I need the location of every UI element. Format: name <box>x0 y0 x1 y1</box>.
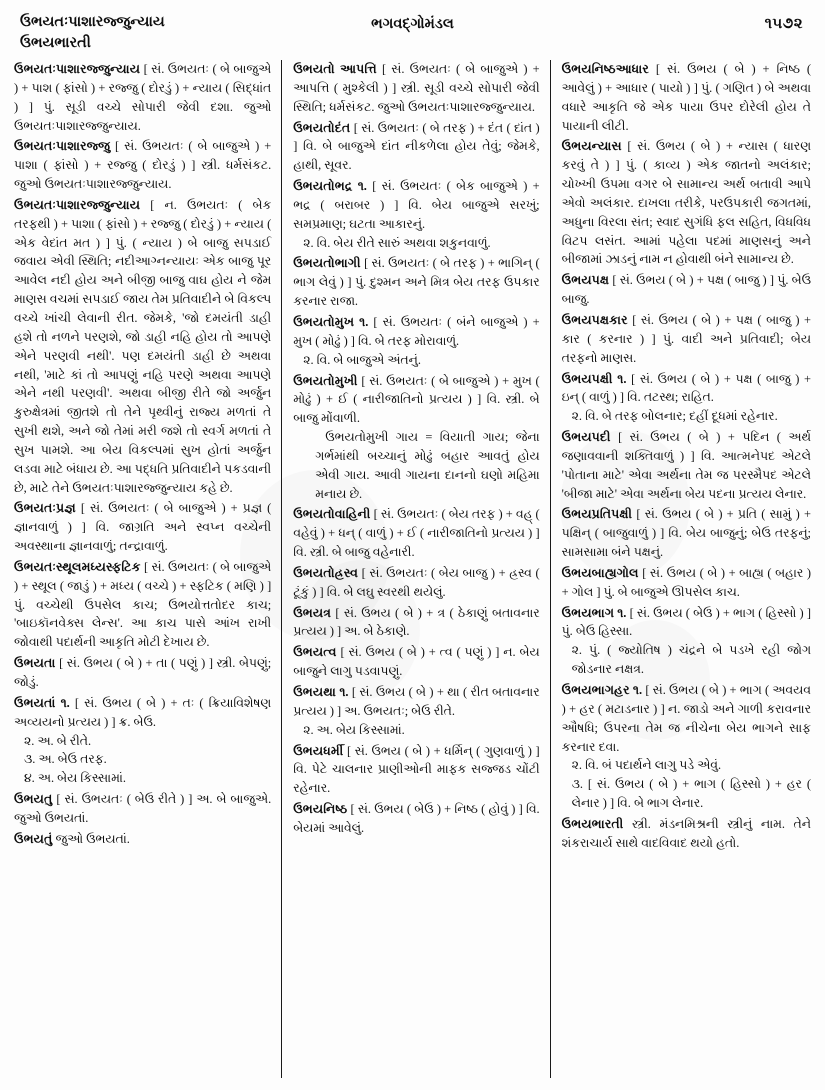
dictionary-entry <box>562 505 811 562</box>
entry-definition-block <box>293 505 539 562</box>
entry-headword: ઉભયતાં <box>14 695 56 710</box>
entry-headword: ઉભયબાહ્યગોલ <box>561 565 639 580</box>
entry-additional-sense: ૨. પું. ( જ્યોતિષ ) ચંદ્રને બે પડખે રહી જોગ જોડનાર નક્ષત્ર. <box>571 643 811 677</box>
entry-body-text: [ સં. ઉભયતઃ ( બેઉ રીતે ) ] અ. બે બાજુએ. જુઓ ઉભયતાં. <box>14 792 272 825</box>
entry-definition-block <box>14 196 271 498</box>
entry-body-text: [ સં. ઉભયતઃ ( બે તરફ ) + દંત ( દાંત ) ] વિ. બે બાજુએ દાંત નીકળેલા હોય તેવું; જેમકે, હાથી, સૂવર. <box>293 120 540 173</box>
dictionary-entry <box>562 271 811 309</box>
entry-headword: ઉભયન્યાસ <box>561 139 622 154</box>
entry-body-text: [ સં. ઉભય ( બે ) + ત્ર ( ઠેકાણું બતાવનાર પ્રત્યય ) ] અ. બે ઠેકાણે. <box>293 605 540 639</box>
entry-headword: ઉભયતઃપાશારજ્જુન્યાય <box>14 62 141 76</box>
column-3 <box>551 60 811 1078</box>
entry-headword: ઉભયધર્મી <box>293 743 344 758</box>
running-head <box>14 12 811 58</box>
entry-headword: ઉભયતોહ્રસ્વ <box>293 565 359 580</box>
entry-definition-block <box>293 643 539 681</box>
entry-headword: ઉભયતોમુખી <box>293 373 358 388</box>
entry-definition-block <box>293 254 539 311</box>
entry-sense-number: ૧. <box>612 371 627 386</box>
entry-body-text: [ સં. ઉભય ( બે ) + ધર્મિન્ ( ગુણવાળું ) ] વિ. પેટે ચાલનાર પ્રાણીઓની માફક સજ્જડ ચોંટી રહેનાર. <box>293 743 540 796</box>
dictionary-entry <box>562 60 811 135</box>
dictionary-entry <box>293 643 539 681</box>
entry-body-text: સ્ત્રી. મંડનમિશ્રની સ્ત્રીનું નામ. તેને શંકરાચાર્ય સાથે વાદવિવાદ થયો હતો. <box>561 816 811 850</box>
entry-body-text: [ સં. ઉભય ( બે ) + તા ( પણું ) ] સ્ત્રી. બેપણું; જોડું. <box>14 656 272 689</box>
dictionary-entry <box>14 137 271 194</box>
dictionary-entry <box>14 790 271 828</box>
entry-body-text: [ સં. ઉભય ( બે ) + નિષ્ઠ ( આવેલું ) + આધાર ( પાયો ) ] પું. ( ગણિત ) બે અથવા વધારે આકૃતિ જે એક પાયા ઉપર દોરેલી હોય તે પાયાની લીટી. <box>561 62 811 133</box>
entry-body-text: [ સં. ઉભય ( બે ) + પ્રતિ ( સામું ) + પક્ષિન્ ( બાજુવાળું ) ] વિ. બેય બાજુનું; બેઉ તરફનું; સામસામા બંને પક્ષનું. <box>561 507 811 560</box>
dictionary-entry <box>14 694 271 788</box>
entry-body-text: [ સં. ઉભયતઃ ( બેય તરફ ) + વહ્ ( વહેવું ) + ધન્ ( વાળું ) + ઈ ( નારીજાતિનો પ્રત્યય ) ] વિ. સ્ત્રી. બે બાજુ વહેનારી. <box>293 507 540 560</box>
entry-headword: ઉભયપ્રતિપક્ષી <box>561 507 633 522</box>
entry-definition-block <box>562 505 811 562</box>
entry-sense-number: ૧. <box>629 683 643 697</box>
entry-headword: ઉભયથા <box>293 685 336 699</box>
entry-definition-block <box>293 800 539 838</box>
entry-headword: ઉભયપદી <box>561 430 611 445</box>
entry-definition-block <box>293 604 539 642</box>
column-1 <box>14 60 281 1078</box>
entry-body-text: જુઓ ઉભયતાં. <box>52 831 130 846</box>
entry-definition-block <box>562 815 811 853</box>
dictionary-entry <box>14 499 271 556</box>
entry-headword: ઉભયતઃસ્થૂલમધ્યસ્ફટિક <box>14 559 141 574</box>
entry-definition-block <box>14 654 271 692</box>
dictionary-entry <box>14 654 271 692</box>
entry-body-text: [ સં. ઉભય ( બે ) + પક્ષ ( બાજુ ) ] પું. બેઉ બાજુ. <box>561 273 811 307</box>
dictionary-entry <box>293 60 539 117</box>
entry-headword: ઉભયતોવાહિની <box>293 507 371 522</box>
entry-definition-block <box>293 683 539 721</box>
entry-headword: ઉભયતોમુખ <box>293 314 355 329</box>
dictionary-entry <box>562 428 811 503</box>
entry-definition-block <box>14 499 271 556</box>
entry-definition-block <box>14 558 271 652</box>
entry-additional-sense: ૨. અ. બે રીતે. <box>24 733 92 748</box>
entry-definition-block <box>562 604 811 642</box>
dictionary-entry <box>562 564 811 602</box>
running-head-last-entry: ઉભયભારતી <box>20 35 91 52</box>
dictionary-entry <box>562 370 811 427</box>
entry-definition-block <box>293 742 539 799</box>
entry-headword: ઉભયત્વ <box>293 645 337 660</box>
entry-body-text: [ સં. ઉભયતઃ ( બે તરફ ) + ભાગિન્ ( ભાગ લેવું ) ] પું. દુશ્મન અને મિત્ર બેય તરફ ઉપકાર કરનાર રાજા. <box>293 256 540 309</box>
entry-body-text: [ સં. ઉભય ( બે ) + ભાગ ( અવયવ ) + હર ( મટાડનાર ) ] ન. જાડો અને ગાળી કરાવનાર ઔષધિ; ઉપરના તેમ જ નીચેના બેય ભાગને સાફ કરનાર દવા. <box>561 683 811 754</box>
entry-headword: ઉભયતુ <box>14 792 53 807</box>
entry-additional-sense: ૪. અ. બેય કિસ્સામાં. <box>24 771 126 786</box>
entry-body-text: [ સં. ઉભયતઃ ( બેક બાજુએ ) + ભદ્ર ( બરાબર ) ] વિ. બેય બાજુએ સરખું; સમપ્રમાણ; ઘટતા આકારનું. <box>293 179 540 231</box>
dictionary-entry <box>293 372 539 504</box>
entry-sense-number: ૧. <box>55 695 70 710</box>
dictionary-entry <box>562 311 811 368</box>
entry-body-text: [ સં. ઉભયતઃ ( બેય બાજુ ) + હ્રસ્વ ( ટૂંકું ) ] વિ. બે લઘુ સ્વરથી થયેલું. <box>293 565 540 599</box>
running-head-first-entry: ઉભયતઃપાશારજ્જુન્યાય <box>20 14 165 30</box>
entry-additional-sense: ૩. [ સં. ઉભય ( બે ) + ભાગ ( હિસ્સો ) + હર ( લેનાર ) ] વિ. બે ભાગ લેનાર. <box>571 777 811 811</box>
entry-additional-sense: ૩. અ. બેઉ તરફ. <box>24 752 107 767</box>
entry-body-text: [ સં. ઉભય ( બે ) + બાહ્ય ( બહાર ) + ગોલ ] પું. બે બાજુએ ઊપસેલ કાચ. <box>561 565 811 599</box>
entry-sense-number: ૧. <box>336 685 349 699</box>
entry-headword: ઉભયતઃપાશારજ્જુન્યાય <box>14 197 141 212</box>
entry-headword: ઉભયતઃપાશારજ્જુ <box>14 139 110 154</box>
entry-headword: ઉભયપક્ષ <box>561 273 610 288</box>
entry-sense-number: ૧. <box>354 314 369 329</box>
entry-headword: ઉભયતા <box>14 656 56 671</box>
dictionary-entry <box>293 177 539 252</box>
entry-headword: ઉભયતોદંત <box>293 120 351 135</box>
dictionary-entry <box>562 815 811 853</box>
entry-body-text: [ સં. ઉભય ( બે ) + થા ( રીત બતાવનાર પ્રત્યય ) ] અ. ઉભયતઃ; બેઉ રીતે. <box>293 685 540 718</box>
dictionary-entry <box>293 119 539 176</box>
entry-sense-number: ૧. <box>614 605 627 620</box>
entry-additional-sense: ૨. વિ. બેય રીતે સારું અથવા શકુનવાળું. <box>303 235 491 250</box>
dictionary-entry <box>562 681 811 813</box>
entry-definition-block <box>562 370 811 408</box>
entry-body-text: [ સં. ઉભયતઃ ( બે બાજુએ ) + આપત્તિ ( મુશ્કેલી ) ] સ્ત્રી. સૂડી વચ્ચે સોપારી જેવી સ્થિતિ; ધર્મસંકટ. જુઓ ઉભયતઃપાશારજ્જુન્યાય. <box>293 62 540 114</box>
entry-headword: ઉભયત્ર <box>293 605 332 620</box>
entry-definition-block <box>562 564 811 602</box>
entry-definition-block <box>14 694 271 732</box>
entry-definition-block <box>14 790 271 828</box>
entry-headword: ઉભયતોભાગી <box>293 256 361 271</box>
book-title: ભગવદ્ગોમંડલ <box>371 16 454 32</box>
entry-definition-block <box>293 60 539 117</box>
entry-body-text: [ સં. ઉભય ( બે ) + તઃ ( ક્રિયાવિશેષણ અવ્યયનો પ્રત્યય ) ] ક્ર. બેઉ. <box>14 695 272 729</box>
entry-definition-block <box>14 60 271 135</box>
dictionary-entry <box>562 137 811 269</box>
entry-headword: ઉભયતો આપત્તિ <box>293 62 377 76</box>
dictionary-entry <box>14 60 271 135</box>
entry-definition-block <box>14 830 271 849</box>
entry-body-text: [ સં. ઉભય ( બે ) + ન્યાસ ( ધારણ કરવું તે ) ] પું. ( કાવ્ય ) એક જાતનો અલંકાર; ચોખ્ખી ઉપમા વગર બે સામાન્ય અર્થ બતાવી આપે એવો અલંકાર. દાખલા તરીકે, પરઉપકારી જગતમાં, અધુના વિરલા સંત; સ્વાદ સુગંધિ ફલ સહિત, વિધવિધ વિટપ લસંત. આમાં પહેલા પદમાં માણસનું અને બીજામાં ઝાડનું નામ ન હોવાથી બંને સામાન્ય છે. <box>561 139 811 267</box>
dictionary-entry <box>293 742 539 799</box>
entry-headword: ઉભયપક્ષી <box>561 371 613 386</box>
dictionary-entry <box>293 505 539 562</box>
entry-body-text: [ સં. ઉભય ( બે ) + પક્ષ ( બાજુ ) + ઇન્ ( વાળું ) ] વિ. તટસ્થ; રાહિત. <box>561 371 811 405</box>
entry-headword: ઉભયભાગ <box>561 605 615 620</box>
dictionary-entry <box>293 254 539 311</box>
entry-headword: ઉભયતું <box>14 831 53 846</box>
entry-definition-block <box>562 311 811 368</box>
entry-body-text: [ સં. ઉભયતઃ ( બે બાજુએ ) + પ્રજ્ઞ ( જ્ઞાનવાળું ) ] વિ. જાગ્રતિ અને સ્વપ્ન વચ્ચેની અવસ્થાના જ્ઞાનવાળું; તન્દ્રાવાળું. <box>14 501 272 554</box>
entry-definition-block <box>293 372 539 429</box>
entry-headword: ઉભયનિષ્ઠઆધાર <box>561 62 649 76</box>
entry-body-text: [ ન. ઉભયતઃ ( બેક તરફથી ) + પાશા ( ફાંસો ) + રજ્જુ ( દોરડું ) + ન્યાય ( એક વેદાંત મત ) ] પું. ( ન્યાય ) બે બાજુ સપડાઈ જવાય એવી સ્થિતિ; નદીઆગ્નન્યાયઃ એક બાજુ પૂર આવેલ નદી હોય અને બીજી બાજુ વાઘ હોય ને જેમ માણસ વચમાં સપડાઈ જાય તેમ પ્રતિવાદીને બે વિકલ્પ વચ્ચે ખાંચી લેવાની રીત. જેમકે, 'જો દમયંતી ડાહી હશે તો નળને પરણશે, જો ડાહી નહિ હોય તો આપણે એને પરણવી નથી'. પણ દમયંતી ડાહી છે અથવા નથી, 'માટે કાં તો આપણું નહિ પરણે અથવા આપણે એને નથી પરણવી'. અથવા બીજી રીતે જો અર્જુન કુરુક્ષેત્રમાં જીતશે તો તેને પૃથ્વીનું રાજ્ય મળતાં તે સુખી થશે, અને જો તેમાં મરી જશે તો સ્વર્ગ મળતાં તે સુખ પામશે. આ બેય વિકલ્પમાં સુખ હોતાં અર્જુન લડવા માટે બંધાય છે. આ પદ્ધતિ પ્રતિવાદીને પકડવાની છે, માટે તેને ઉભયતઃપાશારજ્જુન્યાય કહે છે. <box>14 197 272 495</box>
entry-headword: ઉભયતઃપ્રજ્ઞ <box>14 501 76 516</box>
entry-body-text: [ સં. ઉભયતઃ ( બે બાજુએ ) + પાશ ( ફાંસો ) + રજ્જુ ( દોરડું ) + ન્યાય ( સિદ્ધાંત ) ] પું. સૂડી વચ્ચે સોપારી જેવી દશા. જુઓ ઉભયતઃપાશારજ્જુન્યાય. <box>14 62 272 133</box>
entry-body-text: [ સં. ઉભયતઃ ( બંને બાજુએ ) + મુખ ( મોઢું ) ] વિ. બે તરફ મોરાવાળું. <box>293 314 540 348</box>
dictionary-entry <box>293 800 539 838</box>
entry-additional-sense: ૨. વિ. બે બાજુએ અંતનું. <box>303 352 421 367</box>
dictionary-entry <box>293 683 539 740</box>
entry-definition-block <box>562 681 811 756</box>
dictionary-entry <box>14 558 271 652</box>
entry-headword: ઉભયભાગહર <box>561 683 630 697</box>
columns-container <box>14 60 811 1078</box>
entry-sense-number: ૧. <box>352 179 367 194</box>
entry-body-text: [ સં. ઉભયતઃ ( બે બાજુએ ) + મુખ ( મોઢું ) + ઈ ( નારીજાતિનો પ્રત્યય ) ] વિ. સ્ત્રી. બે બાજુ મોંવાળી. <box>293 373 540 426</box>
entry-definition-block <box>293 177 539 234</box>
dictionary-entry <box>14 830 271 849</box>
entry-body-text: [ સં. ઉભય ( બેઉ ) + નિષ્ઠ ( હોવું ) ] વિ. બેયમાં આવેલું. <box>293 802 540 835</box>
entry-headword: ઉભયનિષ્ઠ <box>293 802 348 817</box>
entry-body-text: [ સં. ઉભય ( બેઉ ) + ભાગ ( હિસ્સો ) ] પું. બેઉ હિસ્સા. <box>561 605 811 639</box>
dictionary-entry <box>14 196 271 498</box>
entry-headword: ઉભયતોભદ્ર <box>293 179 353 194</box>
entry-body-text: [ સં. ઉભયતઃ ( બે બાજુએ ) + પાશા ( ફાંસો ) + રજ્જુ ( દોરડું ) ] સ્ત્રી. ધર્મસંકટ. જુઓ ઉભયતઃપાશારજ્જુન્યાય. <box>14 139 272 192</box>
entry-additional-sense: ૨. વિ. બં પદાર્થને લાગુ પડે એવું. <box>571 758 722 773</box>
entry-headword: ઉભયપક્ષકાર <box>561 312 628 327</box>
entry-body-text: [ સં. ઉભય ( બે ) + પક્ષ ( બાજુ ) + કાર ( કરનાર ) ] પું. વાદી અને પ્રતિવાદી; બેય તરફનો માણસ. <box>561 312 811 365</box>
dictionary-entry <box>293 564 539 602</box>
entry-definition-block <box>562 428 811 503</box>
entry-additional-sense: ૨. અ. બેય કિસ્સામાં. <box>303 722 405 737</box>
entry-definition-block <box>14 137 271 194</box>
entry-headword: ઉભયભારતી <box>561 816 624 831</box>
entry-usage-note: ઉભયતોમુખી ગાય = વિયાતી ગાય; જેના ગર્ભમાંથી બચ્ચાનું મોઢું બહાર આવતું હોય એવી ગાય. આવી ગાયના દાનનો ઘણો મહિમા મનાય છે. <box>315 430 540 501</box>
dictionary-entry <box>293 604 539 642</box>
entry-definition-block <box>562 137 811 269</box>
entry-definition-block <box>293 119 539 176</box>
dictionary-entry <box>562 604 811 679</box>
column-2 <box>282 60 549 1078</box>
entry-definition-block <box>562 60 811 135</box>
entry-body-text: [ સં. ઉભય ( બે ) + પદિન ( અર્થ જણાવવાની શક્તિવાળું ) ] વિ. આત્મનેપદ એટલે 'પોતાના માટે' એવા અર્થના તેમ જ પરસ્મૈપદ એટલે 'બીજા માટે' એવા અર્થના બેય પદના પ્રત્યય લેનાર. <box>561 430 811 501</box>
entry-definition-block <box>293 564 539 602</box>
entry-body-text: [ સં. ઉભયતઃ ( બે બાજુએ ) + સ્થૂલ ( જાડું ) + મધ્ય ( વચ્ચે ) + સ્ફટિક ( મણિ ) ] પું. વચ્ચેથી ઉપસેલ કાચ; ઉભયોત્તતોદર કાચ; 'બાઇકૉનવેક્સ લેન્સ'. આ કાચ પાસે આંખ રાખી જોવાથી પદાર્થની આકૃતિ મોટી દેખાય છે. <box>14 559 272 650</box>
entry-definition-block <box>562 271 811 309</box>
dictionary-entry <box>293 313 539 370</box>
entry-definition-block <box>293 313 539 351</box>
entry-additional-sense: ૨. વિ. બે તરફ બોલનાર; દહીં દૂધમાં રહેનાર. <box>571 409 778 424</box>
entry-body-text: [ સં. ઉભય ( બે ) + ત્વ ( પણું ) ] ન. બેય બાજુને લાગુ પડવાપણું. <box>293 645 540 679</box>
page-number: ૧૫૭૨ <box>764 16 803 32</box>
